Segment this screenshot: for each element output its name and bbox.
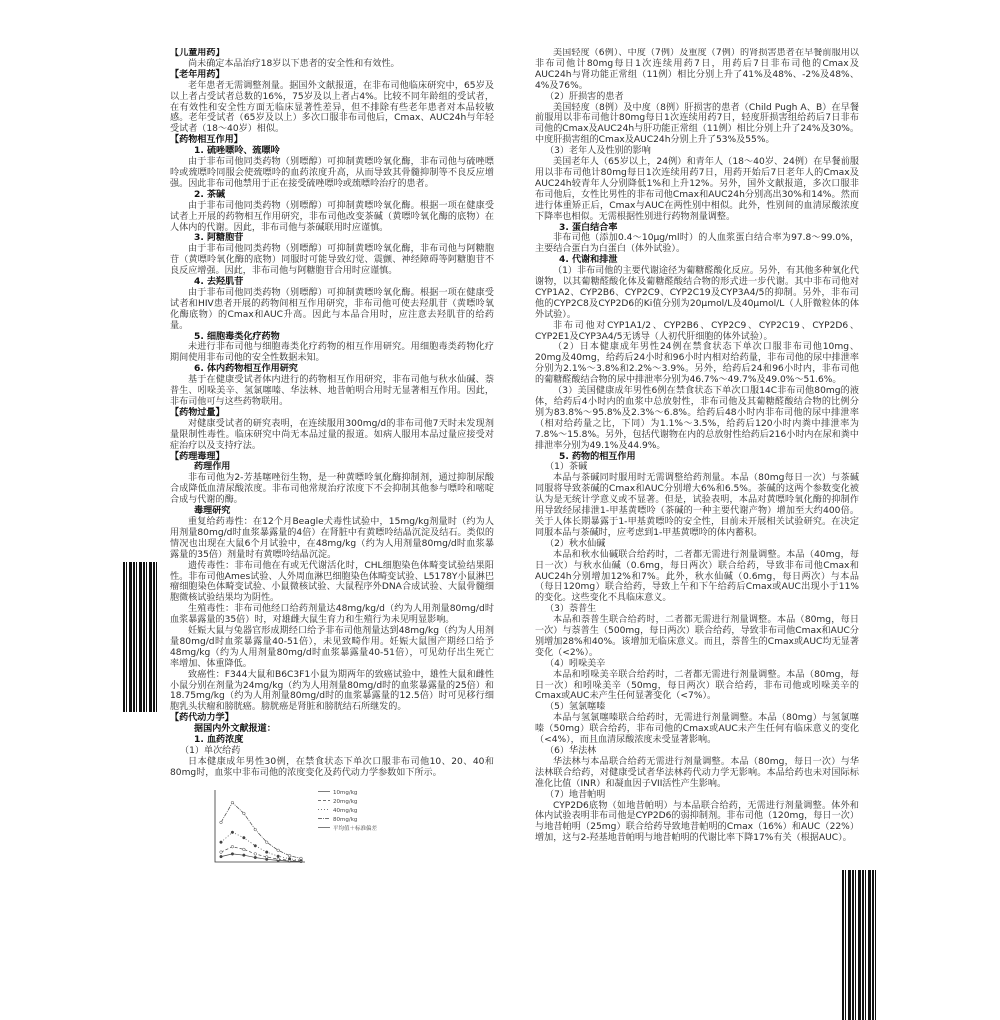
subsection-heading: 3. 阿糖胞苷: [194, 233, 244, 244]
subsection-heading: 3. 蛋白结合率: [559, 222, 618, 233]
data-point: [231, 801, 234, 804]
data-point: [220, 855, 223, 858]
subsection-heading: 4. 去羟肌苷: [194, 277, 244, 288]
paragraph: 华法林与本品联合给药无需进行剂量调整。本品（80mg，每日一次）与华法林联合给药，对健康受试者华法林药代动力学无影响。本品给药也未对国际标准化比值（INR）和凝血因子VII活性产生影响。: [535, 756, 859, 789]
list-item: （5）氢氯噻嗪: [545, 702, 606, 713]
subsection-heading: 2. 茶碱: [194, 189, 226, 200]
section-heading: 【药物相互作用】: [170, 135, 243, 146]
data-point: [254, 856, 257, 859]
list-item: （3）萘普生: [545, 604, 597, 615]
section-heading: 【药理毒理】: [170, 451, 225, 462]
legend-label: 20mg/kg: [333, 798, 358, 805]
subsection-heading: 4. 代谢和排泄: [559, 255, 618, 266]
paragraph: 重复给药毒性：在12个月Beagle犬毒性试验中，15mg/kg剂量时（约为人用剂量80mg/d时血浆暴露量的4倍）在肾脏中有黄嘌呤结晶沉淀及结石。类似的情况也出现在大鼠6个月试验中，在48mg/kg（约为人用剂量80mg/d时血浆暴露量的35倍）剂量时有黄嘌呤结晶沉淀。: [170, 516, 494, 560]
paragraph: 基于在健康受试者体内进行的药物相互作用研究，非布司他与秋水仙碱、萘普生、吲哚美辛、氢氯噻嗪、华法林、地昔帕明合用时无显著相互作用。因此，非布司他可与这些药物联用。: [170, 375, 494, 407]
legend-label: 80mg/kg: [333, 816, 358, 823]
paragraph: 尚未确定本品治疗18岁以下患者的安全性和有效性。: [188, 58, 400, 69]
list-item: （6）华法林: [545, 746, 597, 756]
paragraph: 美国轻度（6例）、中度（7例）及重度（7例）的肾损害患者在早餐前服用以非布司他计80mg每日1次连续用药7日，用药后7日非布司他的Cmax及AUC24h与肾功能正常组（11例）相比分别上升了41%及48%、-2%及48%、4%及76%。: [535, 48, 859, 91]
chart-axes: [215, 790, 305, 862]
data-point: [243, 854, 246, 857]
paragraph: 对健康受试者的研究表明，在连续服用300mg/d的非布司他7天时未发现剂量限制性毒性。临床研究中尚无本品过量的报道。如病人服用本品过量应接受对症治疗以及支持疗法。: [170, 418, 494, 451]
data-point: [220, 851, 223, 854]
paragraph: 未进行非布司他与细胞毒类化疗药物的相互作用研究。用细胞毒类药物化疗期间使用非布司他的安全性数据未知。: [170, 342, 494, 364]
data-point: [243, 848, 246, 851]
list-item: （7）地昔帕明: [545, 789, 606, 800]
data-point: [231, 831, 234, 834]
data-point: [277, 858, 280, 861]
section-heading: 【药代动力学】: [170, 713, 234, 724]
data-point: [243, 812, 246, 815]
data-point: [265, 851, 268, 854]
list-item: （2）肝损害的患者: [545, 91, 624, 102]
paragraph: 本品和萘普生联合给药时，二者都无需进行剂量调整。本品（80mg，每日一次）与萘普生（500mg，每日两次）联合给药，导致非布司他Cmax和AUC分别增加28%和40%。该增加无临床意义。而且，萘普生的Cmax或AUC均无显著变化（<2%）。: [535, 615, 859, 658]
list-item: （1）茶碱: [545, 462, 588, 473]
data-point: [265, 841, 268, 844]
paragraph: 非布司他对CYP1A1/2、CYP2B6、CYP2C9、CYP2C19、CYP2D6、CYP2E1及CYP3A4/5无诱导（人初代肝细胞的体外试验）。: [535, 320, 859, 342]
left-column: [170, 48, 494, 998]
data-point: [288, 854, 291, 857]
paragraph: CYP2D6底物（如地昔帕明）与本品联合给药，无需进行剂量调整。体外和体内试验表明非布司他是CYP2D6的弱抑制剂。非布司他（120mg，每日一次）与地昔帕明（25mg）联合给药导致地昔帕明的Cmax（16%）和AUC（22%）增加，这与2-羟基地昔帕明与地昔帕明的代谢比率下降17%有关（根据AUC）。: [535, 800, 859, 844]
data-point: [300, 857, 303, 860]
subsection-heading: 药理作用: [194, 462, 231, 473]
paragraph: 本品与茶碱同时服用时无需调整给药剂量。本品（80mg每日一次）与茶碱同服将导致茶碱的Cmax和AUC分别增大6%和6.5%。茶碱的这两个参数变化被认为是无统计学意义或不显著。但是，试验表明，本品对黄嘌呤氧化酶的抑制作用导致经尿排泄1-甲基黄嘌呤（茶碱的一种主要代谢产物）增加至大约400倍。关于人体长期暴露于1-甲基黄嘌呤的安全性，目前未开展相关试验研究。在决定同服本品与茶碱时，应考虑到1-甲基黄嘌呤的体内蓄积。: [535, 473, 859, 538]
section-heading: 【药物过量】: [170, 407, 225, 418]
paragraph: 老年患者无需调整剂量。据国外文献报道，在非布司他临床研究中，65岁及以上者占受试者总数的16%，75岁及以上者占4%。比较不同年龄组的受试者，在有效性和安全性方面无临床显著性差异，但不排除有些老年患者对本品较敏感。老年受试者（65岁及以上）多次口服非布司他后，Cmax、AUC24h与年轻受试者（18～40岁）相似。: [170, 80, 494, 135]
subsection-heading: 1. 硫唑嘌呤、巯嘌呤: [194, 146, 280, 157]
paragraph: 致癌性：F344大鼠和B6C3F1小鼠为期两年的致癌试验中，雄性大鼠和雌性小鼠分别在剂量为24mg/kg（约为人用剂量80mg/d时的血浆暴露量的25倍）和18.75mg/kg（约为人用剂量80mg/d时的血浆暴露量的12.5倍）时可见移行细胞乳头状瘤和膀胱癌。膀胱癌是肾脏和膀胱结石所继发的。: [170, 669, 494, 713]
subsection-heading: 6. 体内药物相互作用研究: [194, 364, 298, 375]
chart-svg: [170, 782, 420, 868]
concentration-chart: [170, 782, 420, 868]
subsection-heading: 5. 细胞毒类化疗药物: [194, 331, 280, 342]
right-column: [535, 48, 859, 998]
data-point: [254, 828, 257, 831]
legend-label: 平均值＋标准偏差: [333, 825, 378, 832]
paragraph: （2）日本健康成年男性24例在禁食状态下单次口服非布司他10mg、20mg及40mg，给药后24小时和96小时内相对给药量，非布司他的尿中排泄率分别为2.1%～3.8%和2.2%～3.9%。另外，给药后24和96小时内，非布司他的葡糖醛酸结合物的尿中排泄率分别为46.7%～49.7%及49.0%～51.6%。: [535, 342, 859, 386]
subsection-heading: 1. 血药浓度: [194, 735, 244, 746]
paragraph: 妊娠大鼠与兔器官形成期经口给予非布司他剂量达到48mg/kg（约为人用剂量80mg/d时血浆暴露量40-51倍），未见致畸作用。妊娠大鼠围产期经口给予48mg/kg（约为人用剂量80mg/d时血浆暴露量40-51倍），可见幼仔出生死亡率增加、体重降低。: [170, 626, 494, 669]
paragraph: 美国轻度（8例）及中度（8例）肝损害的患者（Child Pugh A、B）在早餐前服用以非布司他计80mg每日1次连续用药7日，轻度肝损害组给药后7日非布司他的Cmax及AUC24h与肝功能正常组（11例）相比分别上升了24%及30%。中度肝损害组的Cmax及AUC24h分别上升了53%及55%。: [535, 102, 859, 146]
data-point: [254, 844, 257, 847]
paragraph: 本品与氢氯噻嗪联合给药时，无需进行剂量调整。本品（80mg）与氢氯噻嗪（50mg）联合给药，非布司他的Cmax或AUC未产生任何有临床意义的变化（<4%），而且血清尿酸浓度未受显著影响。: [535, 713, 859, 746]
data-point: [254, 852, 257, 855]
paragraph: 由于非布司他同类药物（别嘌醇）可抑制黄嘌呤氧化酶，非布司他与阿糖胞苷（黄嘌呤氧化酶的底物）同服时可能导致幻觉、震颤、神经障碍等阿糖胞苷不良反应增强。因此，非布司他与阿糖胞苷合用时应谨慎。: [170, 244, 494, 277]
list-item: （3）老年人及性别的影响: [545, 146, 651, 157]
subsection-heading: 毒理研究: [194, 506, 231, 517]
list-item: （2）秋水仙碱: [545, 538, 606, 549]
section-heading: 【老年用药】: [170, 69, 225, 80]
section-heading: 【儿童用药】: [170, 48, 225, 58]
paragraph: 非布司他（添加0.4～10μg/ml时）的人血浆蛋白结合率为97.8～99.0%，主要结合蛋白为白蛋白（体外试验）。: [535, 233, 859, 255]
paragraph: 由于非布司他同类药物（别嘌醇）可抑制黄嘌呤氧化酶。根据一项在健康受试者和HIV患者开展的药物间相互作用研究，非布司他可使去羟肌苷（黄嘌呤氧化酶底物）的Cmax和AUC升高。因此与本品合用时，应注意去羟肌苷的给药量。: [170, 287, 494, 331]
legend-label: 40mg/kg: [333, 807, 358, 814]
series-line-4: [221, 802, 301, 858]
subsection-heading: 5. 药物的相互作用: [559, 451, 636, 462]
list-item: （1）单次给药: [180, 746, 241, 756]
paragraph: （1）非布司他的主要代谢途径为葡糖醛酸化反应。另外，有其他多种氧化代谢物，以其葡糖醛酸化体及葡糖醛酸结合物的形式进一步代谢。其中非布司他对CYP1A2、CYP2B6、CYP2C9、CYP2C19及CYP3A4/5的抑制。另外，非布司他的CYP2C8及CYP2D6的Ki值分别为20μmol/L及40μmol/L（人肝微粒体的体外试验）。: [535, 266, 859, 320]
paragraph: 遗传毒性：非布司他在有或无代谢活化时，CHL细胞染色体畸变试验结果阳性。非布司他Ames试验、人外周血淋巴细胞染色体畸变试验、L5178Y小鼠淋巴瘤细胞染色体畸变试验、小鼠微核试验、大鼠程序外DNA合成试验、大鼠骨髓细胞微核试验结果均为阴性。: [170, 560, 494, 604]
data-point: [277, 855, 280, 858]
data-point: [277, 849, 280, 852]
data-point: [265, 855, 268, 858]
data-point: [231, 845, 234, 848]
paragraph: 本品和秋水仙碱联合给药时，二者都无需进行剂量调整。本品（40mg，每日一次）与秋水仙碱（0.6mg，每日两次）联合给药，导致非布司他Cmax和AUC24h分别增加12%和7%。此外，秋水仙碱（0.6mg，每日两次）与本品（每日120mg）联合给药，导致上午和下午给药后Cmax或AUC出现小于11%的变化。这些变化不具临床意义。: [535, 549, 859, 604]
paragraph: 本品和吲哚美辛联合给药时，二者都无需进行剂量调整。本品（80mg，每日一次）和吲哚美辛（50mg，每日两次）联合给药，非布司他或吲哚美辛的Cmax或AUC未产生任何显著变化（<7%）。: [535, 669, 859, 702]
paragraph: 日本健康成年男性30例，在禁食状态下单次口服非布司他10、20、40和80mg时，血浆中非布司他的浓度变化及药代动力学参数如下所示。: [170, 756, 494, 778]
data-point: [243, 836, 246, 839]
barcode-left: [123, 562, 157, 712]
subsection-heading: 据国内外文献报道：: [194, 724, 276, 735]
data-point: [231, 852, 234, 855]
data-point: [220, 821, 223, 824]
data-point: [220, 841, 223, 844]
paragraph: 生殖毒性：非布司他经口给药剂量达48mg/kg/d（约为人用剂量80mg/d时血浆暴露量的35倍）时，对雄雌大鼠生育力和生殖行为未见明显影响。: [170, 604, 494, 626]
list-item: （4）吲哚美辛: [545, 658, 606, 669]
paragraph: 由于非布司他同类药物（别嘌醇）可抑制黄嘌呤氧化酶，非布司他与硫唑嘌呤或巯嘌呤同服会使巯嘌呤的血药浓度升高，从而导致其骨髓抑制等不良反应增强。因此非布司他禁用于正在接受硫唑嘌呤或巯嘌呤治疗的患者。: [170, 157, 494, 189]
paragraph: （3）美国健康成年男性6例在禁食状态下单次口服14C非布司他80mg的液体，给药后4小时内的血浆中总放射性，非布司他及其葡糖醛酸结合物的比例分别为83.8%～95.8%及2.3%～6.8%。给药后48小时内非布司他的尿中排泄率（相对给药量之比，下同）为1.1%～3.5%，给药后120小时内粪中排泄率为7.8%～15.8%。另外，包括代谢物在内的总放射性给药后216小时内在尿和粪中排泄率分别为49.1%及44.9%。: [535, 386, 859, 451]
data-point: [288, 857, 291, 860]
paragraph: 非布司他为2-芳基噻唑衍生物，是一种黄嘌呤氧化酶抑制剂，通过抑制尿酸合成降低血清尿酸浓度。非布司他常规治疗浓度下不会抑制其他参与嘌呤和嘧啶合成与代谢的酶。: [170, 473, 494, 506]
legend-label: 10mg/kg: [333, 789, 358, 796]
paragraph: 美国老年人（65岁以上，24例）和青年人（18～40岁、24例）在早餐前服用以非布司他计80mg每日1次连续用药7日，用药开始后7日老年人的Cmax及AUC24h较青年人分别降低1%和上升12%。另外，国外文献报道，多次口服非布司他后，女性比男性的非布司他Cmax和AUC24h分别高出30%和14%。然而进行体重矫正后，Cmax与AUC在两性别中相似。此外，性别间的血清尿酸浓度下降率也相似。无需根据性别进行药物剂量调整。: [535, 157, 859, 222]
paragraph: 由于非布司他同类药物（别嘌醇）可抑制黄嘌呤氧化酶。根据一项在健康受试者上开展的药物相互作用研究，非布司他改变茶碱（黄嘌呤氧化酶的底物）在人体内的代谢。因此，非布司他与茶碱联用时应谨慎。: [170, 200, 494, 233]
